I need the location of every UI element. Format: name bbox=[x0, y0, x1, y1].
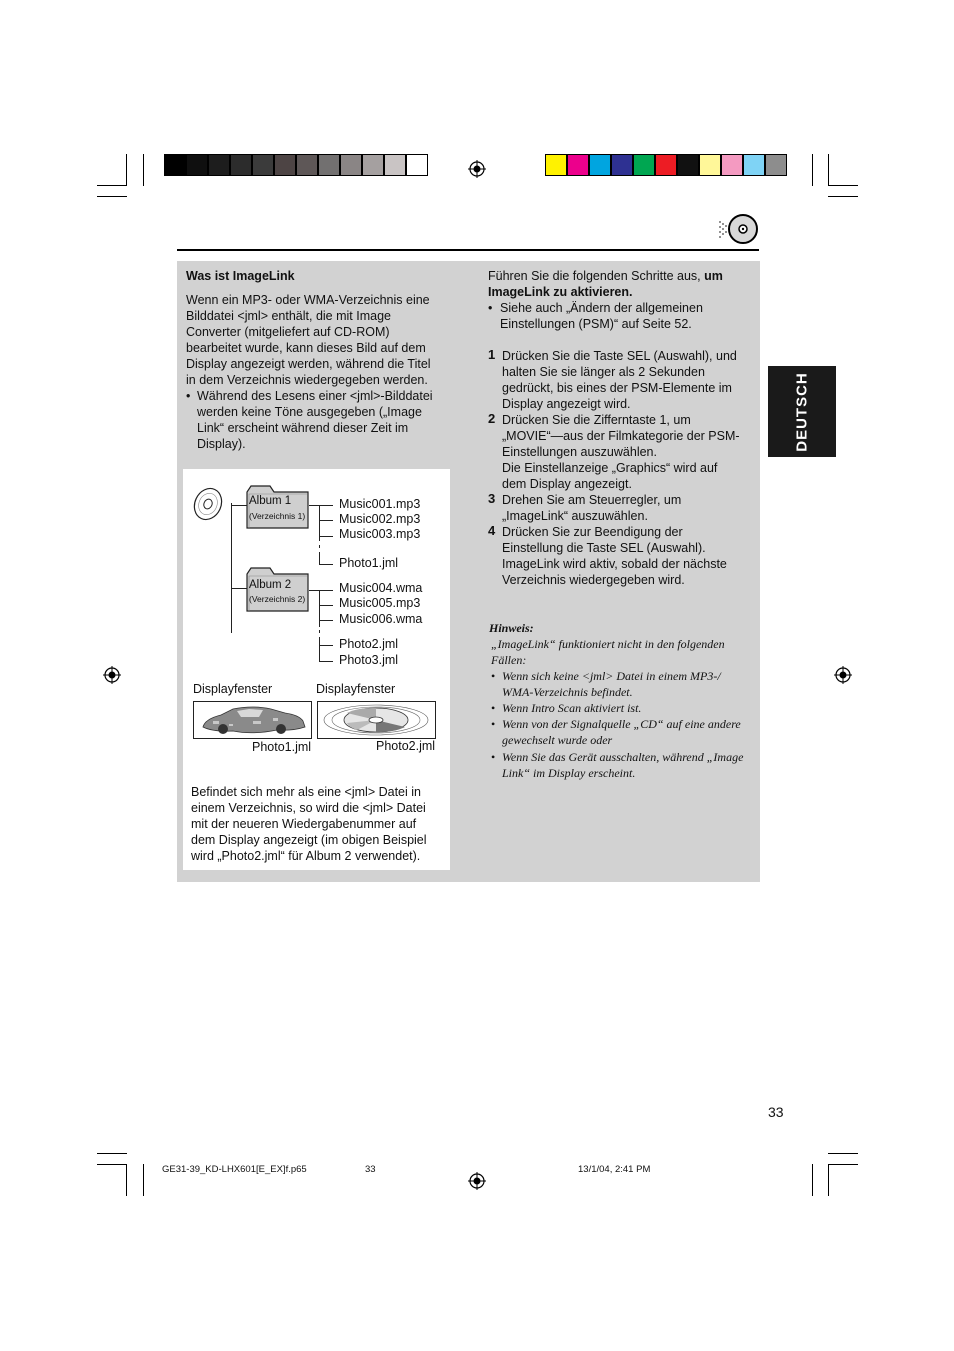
crop-mark bbox=[97, 1153, 127, 1154]
intro-bold-2: ImageLink zu aktivieren. bbox=[488, 285, 633, 299]
color-swatch bbox=[230, 154, 252, 176]
album-2-label: Album 2 bbox=[249, 579, 292, 591]
display-window-label-1: Displayfenster bbox=[193, 682, 273, 696]
hint-bullet: • bbox=[491, 701, 496, 715]
page-number: 33 bbox=[768, 1104, 784, 1120]
crop-mark bbox=[828, 154, 829, 186]
intro-text: Führen Sie die folgenden Schritte aus, bbox=[488, 269, 701, 283]
color-swatch bbox=[567, 154, 589, 176]
hint-bullet: • bbox=[491, 669, 496, 683]
color-swatch bbox=[186, 154, 208, 176]
registration-mark-icon bbox=[103, 666, 121, 684]
text-line: werden keine Töne ausgegeben („Image bbox=[197, 405, 422, 419]
color-swatch bbox=[589, 154, 611, 176]
color-swatch bbox=[721, 154, 743, 176]
hint-item bbox=[502, 700, 752, 716]
text-line: in dem Verzeichnis wiedergegeben werden. bbox=[186, 373, 428, 387]
color-swatch bbox=[164, 154, 186, 176]
tree-line bbox=[319, 564, 333, 565]
folder-album-2 bbox=[246, 566, 309, 612]
crop-mark bbox=[97, 1164, 127, 1165]
crop-mark bbox=[126, 154, 127, 186]
text-line: Wenn Sie das Gerät ausschalten, während „Image bbox=[502, 750, 744, 764]
text-line: einem Verzeichnis, so wird die <jml> Datei bbox=[191, 801, 426, 815]
text-line: ImageLink wird aktiv, sobald der nächste bbox=[502, 557, 727, 571]
display-caption-1: Photo1.jml bbox=[252, 740, 312, 754]
step-text bbox=[502, 412, 752, 492]
section-heading: Was ist ImageLink bbox=[186, 269, 295, 283]
file-item: Music006.wma bbox=[339, 612, 423, 626]
step-text bbox=[502, 524, 752, 588]
text-line: Link“ erscheint während dieser Zeit im bbox=[197, 421, 409, 435]
crop-mark bbox=[812, 1164, 813, 1196]
language-tab-label: DEUTSCH bbox=[793, 371, 811, 452]
note-paragraph bbox=[191, 784, 449, 864]
text-line: Drehen Sie am Steuerregler, um bbox=[502, 493, 682, 507]
hint-item bbox=[502, 668, 752, 700]
see-also-line: Siehe auch „Ändern der allgemeinen bbox=[500, 301, 703, 315]
see-also-line: Einstellungen (PSM)“ auf Seite 52. bbox=[500, 317, 692, 331]
bullet-marker: • bbox=[488, 301, 493, 315]
text-line: Einstellungen auszuwählen. bbox=[502, 445, 657, 459]
color-swatch bbox=[765, 154, 787, 176]
crop-mark bbox=[828, 1164, 829, 1196]
crop-mark bbox=[143, 1164, 144, 1196]
display-caption-2: Photo2.jml bbox=[376, 739, 436, 753]
color-swatch bbox=[252, 154, 274, 176]
file-item: Music005.mp3 bbox=[339, 596, 421, 610]
crop-mark bbox=[828, 1153, 858, 1154]
tree-line bbox=[319, 630, 320, 633]
file-item: Music004.wma bbox=[339, 581, 423, 595]
text-line: Wenn Intro Scan aktiviert ist. bbox=[502, 701, 642, 715]
text-line: Drücken Sie zur Beendigung der bbox=[502, 525, 683, 539]
folder-album-1 bbox=[246, 484, 309, 529]
intro-paragraph-right bbox=[488, 268, 750, 300]
text-line: „ImageLink“ auszuwählen. bbox=[502, 509, 648, 523]
tree-line bbox=[309, 505, 319, 506]
file-item: Music002.mp3 bbox=[339, 512, 421, 526]
text-line: Verzeichnis wiedergegeben wird. bbox=[502, 573, 685, 587]
color-swatch bbox=[677, 154, 699, 176]
color-swatch bbox=[406, 154, 428, 176]
color-swatch bbox=[545, 154, 567, 176]
intro-bold-1: um bbox=[704, 269, 723, 283]
hint-bullet: • bbox=[491, 750, 496, 764]
color-swatch bbox=[743, 154, 765, 176]
tree-line bbox=[319, 520, 333, 521]
tree-line bbox=[319, 590, 333, 591]
text-line: halten Sie sie länger als 2 Sekunden bbox=[502, 365, 705, 379]
text-line: Link“ im Display erscheint. bbox=[502, 766, 636, 780]
text-line: Drücken Sie die Zifferntaste 1, um bbox=[502, 413, 691, 427]
crop-mark bbox=[126, 1164, 127, 1196]
color-swatch bbox=[362, 154, 384, 176]
text-line: wird „Photo2.jml“ für Album 2 verwendet). bbox=[191, 849, 421, 863]
display-window-car-image bbox=[193, 701, 312, 739]
crop-mark bbox=[828, 196, 858, 197]
step-text bbox=[502, 348, 752, 412]
crop-mark bbox=[97, 185, 127, 186]
text-line: Wenn sich keine <jml> Datei in einem MP3-/ bbox=[502, 669, 721, 683]
color-swatch bbox=[340, 154, 362, 176]
text-line: dem Display angezeigt (im obigen Beispiel bbox=[191, 833, 427, 847]
bullet-paragraph bbox=[197, 388, 447, 452]
text-line: Display). bbox=[197, 437, 246, 451]
text-line: WMA-Verzeichnis befindet. bbox=[502, 685, 633, 699]
footer-filename: GE31-39_KD-LHX601[E_EX]f.p65 bbox=[162, 1164, 307, 1175]
registration-mark-icon bbox=[834, 666, 852, 684]
text-line: gedrückt, bis eines der PSM-Elemente im bbox=[502, 381, 732, 395]
crop-mark bbox=[828, 185, 858, 186]
text-line: Drücken Sie die Taste SEL (Auswahl), und bbox=[502, 349, 737, 363]
tree-line bbox=[231, 505, 247, 506]
step-number: 3 bbox=[488, 491, 496, 506]
hint-intro: „ImageLink“ funktioniert nicht in den folgenden bbox=[491, 637, 725, 651]
file-item: Photo1.jml bbox=[339, 556, 399, 570]
text-line: gewechselt wurde oder bbox=[502, 733, 613, 747]
crop-mark bbox=[143, 154, 144, 186]
footer-date: 13/1/04, 2:41 PM bbox=[578, 1164, 651, 1175]
album-1-sub: (Verzeichnis 1) bbox=[249, 511, 306, 521]
text-line: dem Display angezeigt. bbox=[502, 477, 632, 491]
album-2-sub: (Verzeichnis 2) bbox=[249, 594, 306, 604]
bullet-marker: • bbox=[186, 389, 191, 403]
file-item: Photo2.jml bbox=[339, 637, 399, 651]
text-line: bearbeitet wurde, kann dieses Bild auf dem bbox=[186, 341, 426, 355]
intro-paragraph bbox=[186, 292, 446, 388]
header-rule bbox=[177, 249, 759, 251]
step-number: 4 bbox=[488, 523, 496, 538]
color-swatch bbox=[384, 154, 406, 176]
tree-line bbox=[319, 536, 333, 537]
text-line: „MOVIE“—aus der Filmkategorie der PSM- bbox=[502, 429, 740, 443]
display-window-cd-image bbox=[317, 701, 436, 739]
text-line: mit der neueren Wiedergabenummer auf bbox=[191, 817, 417, 831]
cd-sound-icon bbox=[716, 212, 760, 246]
tree-line bbox=[319, 505, 333, 506]
text-line: Einstellung die Taste SEL (Auswahl). bbox=[502, 541, 706, 555]
footer-page: 33 bbox=[365, 1164, 376, 1175]
step-number: 2 bbox=[488, 411, 496, 426]
text-line: Während des Lesens einer <jml>-Bilddatei bbox=[197, 389, 433, 403]
hint-intro: Fällen: bbox=[491, 653, 527, 667]
tree-line bbox=[319, 645, 333, 646]
tree-line bbox=[319, 552, 320, 564]
color-swatch bbox=[274, 154, 296, 176]
text-line: Display angezeigt werden, während die Titel bbox=[186, 357, 431, 371]
hint-item bbox=[502, 716, 752, 748]
crop-mark bbox=[812, 154, 813, 186]
color-swatch bbox=[296, 154, 318, 176]
hint-bullet: • bbox=[491, 717, 496, 731]
tree-line bbox=[231, 588, 247, 589]
tree-line bbox=[319, 620, 333, 621]
text-line: Die Einstellanzeige „Graphics“ wird auf bbox=[502, 461, 718, 475]
color-swatch bbox=[655, 154, 677, 176]
text-line: Converter (mitgeliefert auf CD-ROM) bbox=[186, 325, 390, 339]
text-line: Wenn von der Signalquelle „CD“ auf eine andere bbox=[502, 717, 741, 731]
tree-line bbox=[319, 637, 320, 661]
hint-title: Hinweis: bbox=[489, 621, 534, 635]
text-line: Display angezeigt wird. bbox=[502, 397, 631, 411]
crop-mark bbox=[97, 196, 127, 197]
color-swatch bbox=[699, 154, 721, 176]
language-tab bbox=[768, 366, 836, 457]
cd-disc-icon bbox=[192, 486, 224, 522]
tree-line bbox=[309, 590, 319, 591]
text-line: Bilddatei <jml> enthält, die mit Image bbox=[186, 309, 391, 323]
step-number: 1 bbox=[488, 347, 496, 362]
display-window-label-2: Displayfenster bbox=[316, 682, 396, 696]
tree-line bbox=[319, 661, 333, 662]
album-1-label: Album 1 bbox=[249, 495, 292, 507]
text-line: Wenn ein MP3- oder WMA-Verzeichnis eine bbox=[186, 293, 430, 307]
file-item: Music003.mp3 bbox=[339, 527, 421, 541]
tree-line bbox=[319, 605, 333, 606]
color-swatch bbox=[633, 154, 655, 176]
text-line: Befindet sich mehr als eine <jml> Datei in bbox=[191, 785, 421, 799]
registration-mark-icon bbox=[468, 160, 486, 178]
color-swatch bbox=[208, 154, 230, 176]
file-item: Photo3.jml bbox=[339, 653, 399, 667]
tree-line bbox=[231, 503, 232, 633]
crop-mark bbox=[828, 1164, 858, 1165]
color-swatch bbox=[611, 154, 633, 176]
registration-mark-icon bbox=[468, 1172, 486, 1190]
step-text bbox=[502, 492, 752, 524]
hint-item bbox=[502, 749, 752, 781]
tree-line bbox=[319, 545, 320, 548]
tree-line bbox=[319, 590, 320, 627]
color-swatch bbox=[318, 154, 340, 176]
file-item: Music001.mp3 bbox=[339, 497, 421, 511]
